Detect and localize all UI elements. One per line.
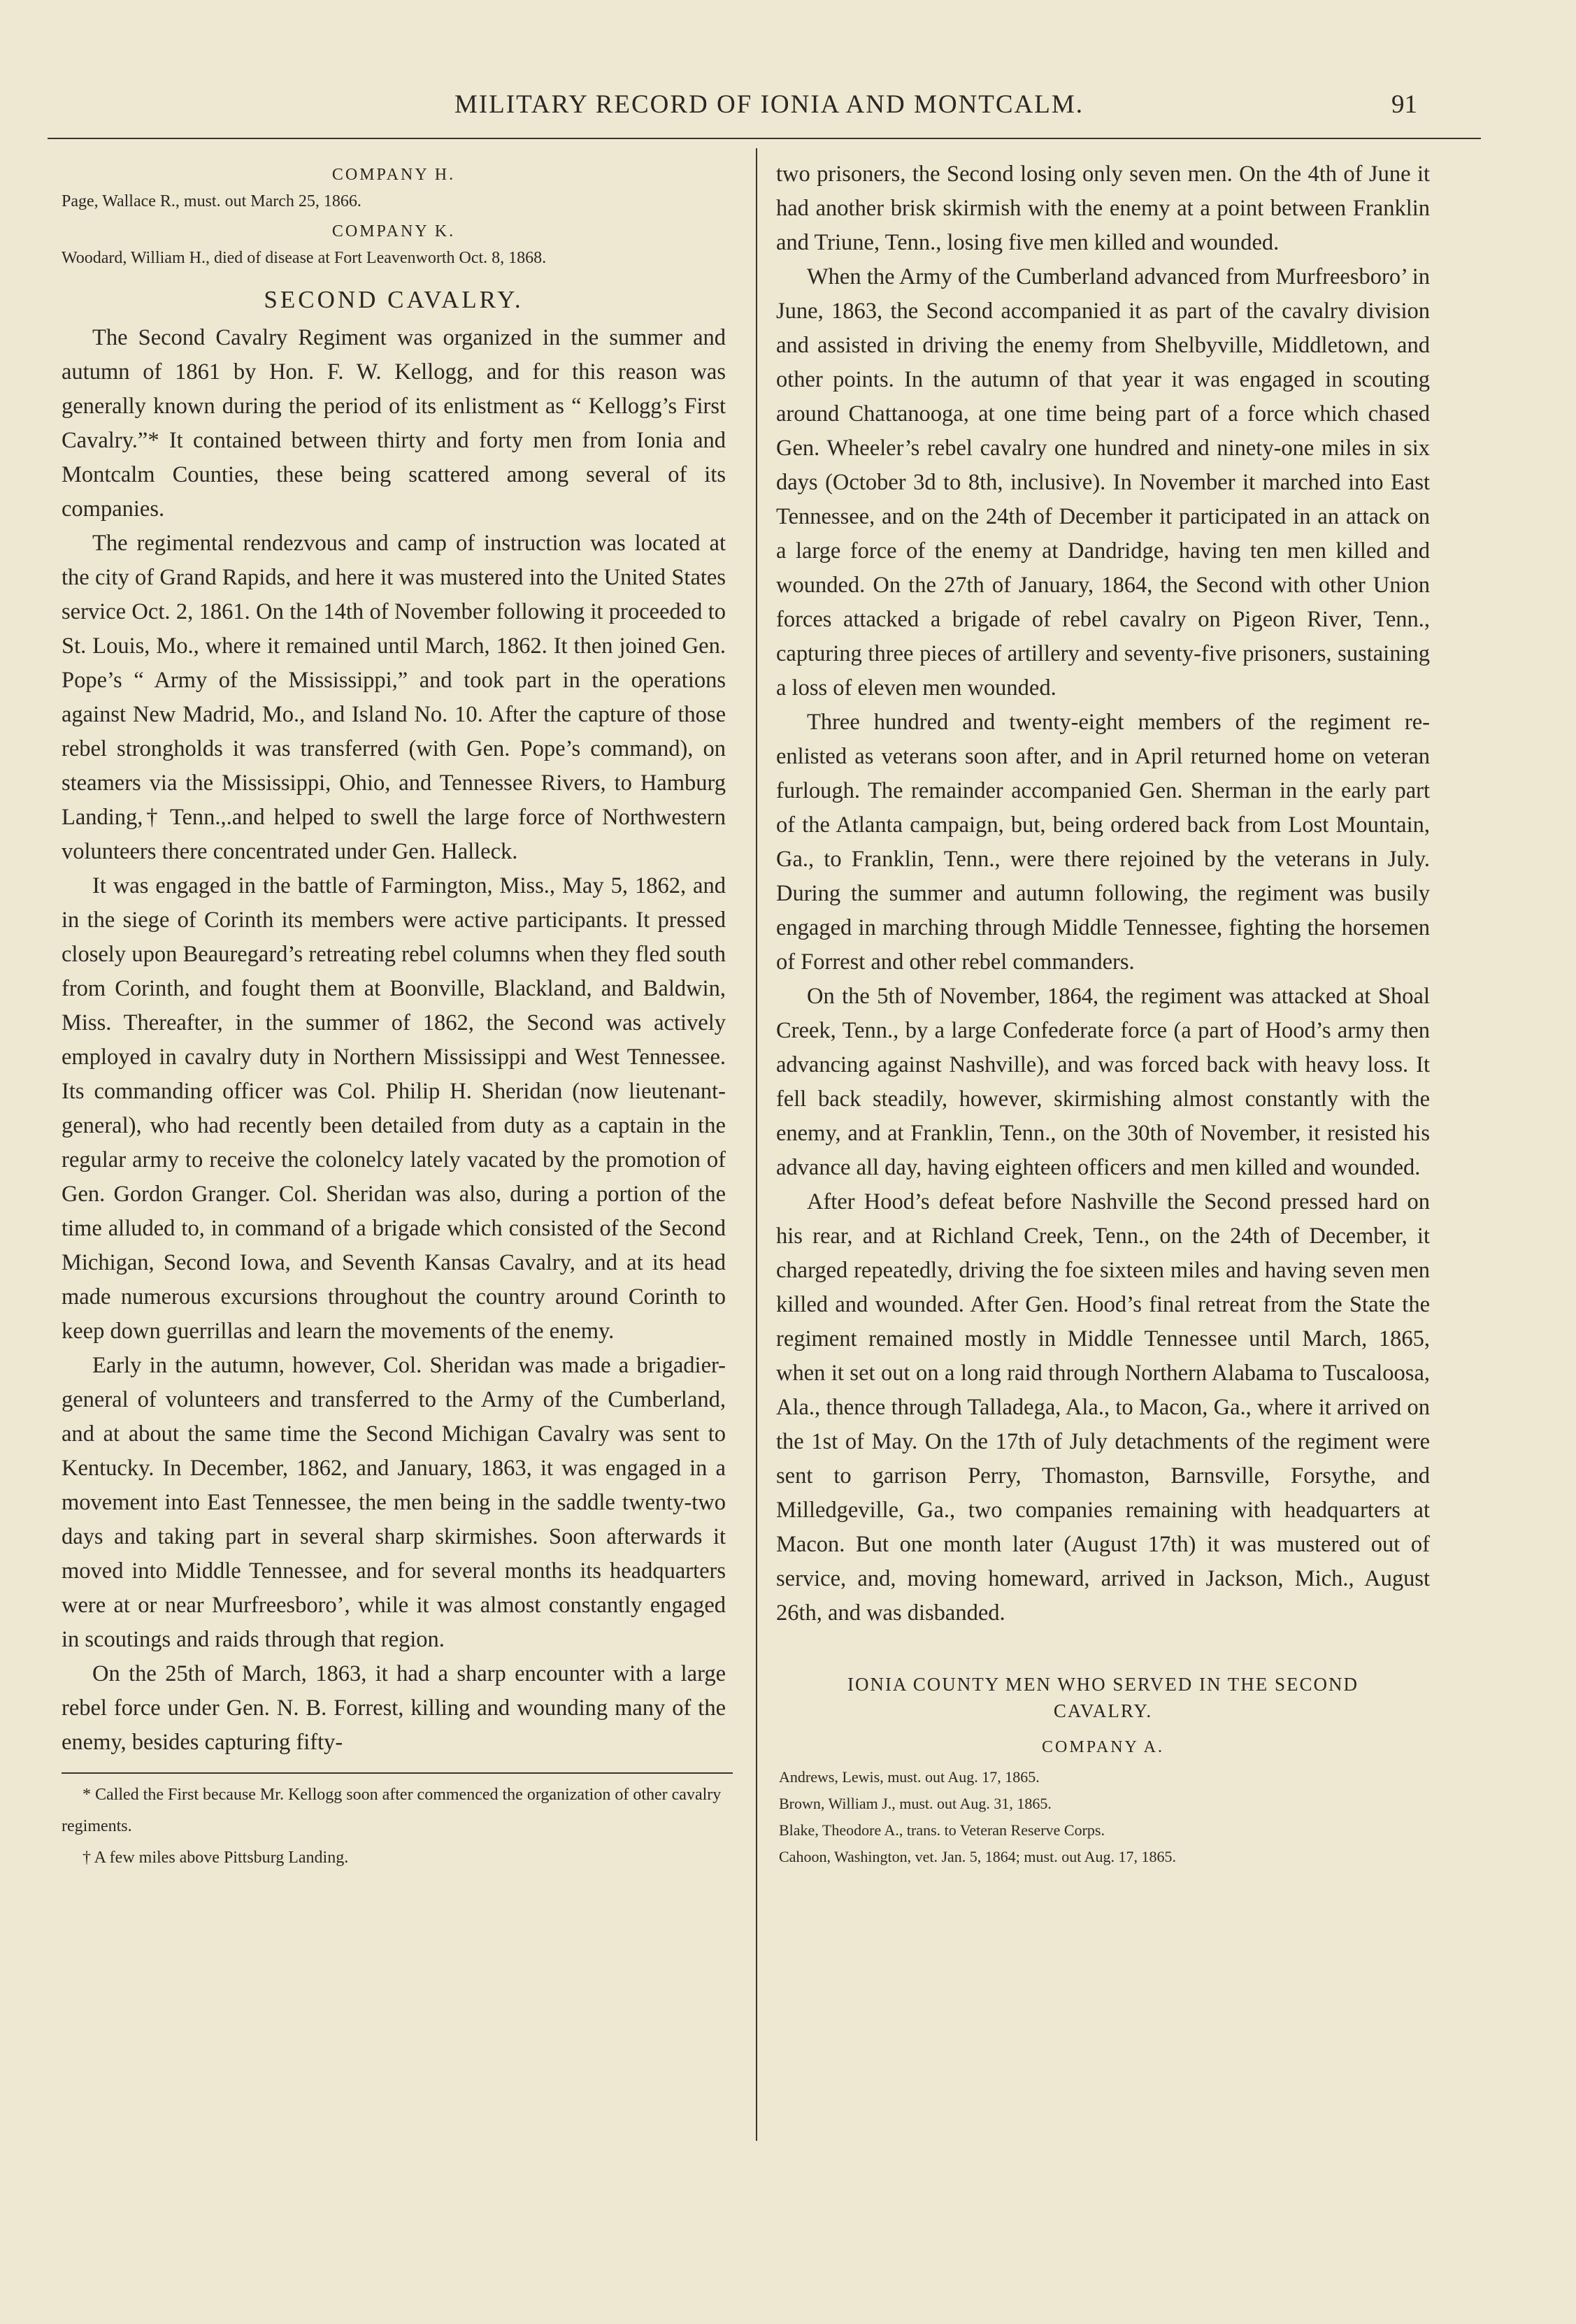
running-title: MILITARY RECORD OF IONIA AND MONTCALM.: [454, 90, 1084, 119]
roster-entry: Blake, Theodore A., trans. to Veteran Reserve Corps.: [779, 1821, 1105, 1839]
roster-entry: Brown, William J., must. out Aug. 31, 1865.: [779, 1795, 1052, 1812]
paragraph: Early in the autumn, however, Col. Sheridan was made a brigadier-general of volunteers and transferred to the Army of the Cumberland, and at about the same time the Second Michigan Cavalry was sent to Kentucky. In December, 1862, and January, 1863, it was engaged in a movement into East Tennessee, the men being in the saddle twenty-two days and taking part in several sharp skirmishes. Soon afterwards it moved into Middle Tennessee, and for several months its headquarters were at or near Murfreesboro’, while it was almost constantly engaged in scoutings and raids through that region.: [62, 1353, 726, 1652]
paragraph: Three hundred and twenty-eight members of the regiment re-enlisted as veterans soon after, and in April returned home on veteran furlough. The remainder accompanied Gen. Sherman in the early part of the Atlanta campaign, but, being ordered back from Lost Mountain, Ga., to Franklin, Tenn., were there rejoined by the veterans in July. During the summer and autumn following, the regiment was busily engaged in marching through Middle Tennessee, fighting the horsemen of Forrest and other rebel commanders.: [776, 710, 1430, 975]
header-rule: [48, 138, 1481, 139]
footnote: † A few miles above Pittsburg Landing.: [83, 1849, 349, 1867]
roster-entry: Page, Wallace R., must. out March 25, 1866.: [62, 192, 361, 210]
paragraph: After Hood’s defeat before Nashville the Second pressed hard on his rear, and at Richland Creek, Tenn., on the 24th of December, it charged repeatedly, driving the foe sixteen miles and having seven men killed and wounded. After Gen. Hood’s final retreat from the State the regiment remained mostly in Middle Tennessee until March, 1865, when it set out on a long raid through Northern Alabama to Tuscaloosa, Ala., thence through Talladega, Ala., to Macon, Ga., where it arrived on the 1st of May. On the 17th of July detachments of the regiment were sent to garrison Perry, Thomaston, Barnsville, Forsythe, and Milledgeville, Ga., two companies remaining with headquarters at Macon. But one month later (August 17th) it was mustered out of service, and, moving homeward, arrived in Jackson, Mich., August 26th, and was disbanded.: [776, 1189, 1430, 1626]
column-divider: [756, 148, 757, 2141]
footnote-rule: [62, 1772, 733, 1774]
paragraph: On the 5th of November, 1864, the regiment was attacked at Shoal Creek, Tenn., by a large Confederate force (a part of Hood’s army then advancing against Nashville), and was forced back with heavy loss. It fell back steadily, however, skirmishing almost constantly with the enemy, and at Franklin, Tenn., on the 30th of November, it resisted his advance all day, having eighteen officers and men killed and wounded.: [776, 984, 1430, 1180]
roster-entry: Andrews, Lewis, must. out Aug. 17, 1865.: [779, 1768, 1040, 1786]
article-body-right: [776, 157, 1430, 1630]
page-number: 91: [1391, 90, 1417, 119]
paragraph: It was engaged in the battle of Farmington, Miss., May 5, 1862, and in the siege of Corinth its members were active participants. It pressed closely upon Beauregard’s retreating rebel columns when they fled south from Corinth, and fought them at Boonville, Blackland, and Baldwin, Miss. Thereafter, in the summer of 1862, the Second was actively employed in cavalry duty in Northern Mississippi and West Tennessee. Its commanding officer was Col. Philip H. Sheridan (now lieutenant-general), who had recently been detailed from duty as a captain in the regular army to receive the colonelcy lately vacated by the promotion of Gen. Gordon Granger. Col. Sheridan was also, during a portion of the time alluded to, in command of a brigade which consisted of the Second Michigan, Second Iowa, and Seventh Kansas Cavalry, and at its head made numerous excursions throughout the country around Corinth to keep down guerrillas and learn the movements of the enemy.: [62, 873, 726, 1344]
paragraph-continuation: two prisoners, the Second losing only seven men. On the 4th of June it had another brisk skirmish with the enemy at a point between Franklin and Triune, Tenn., losing five men killed and wounded.: [776, 162, 1430, 255]
left-column: [62, 157, 726, 1874]
right-column: [776, 157, 1430, 1870]
footnote: * Called the First because Mr. Kellogg soon after commenced the organization of other cavalry regiments.: [62, 1786, 722, 1835]
roster-entry: Cahoon, Washington, vet. Jan. 5, 1864; must. out Aug. 17, 1865.: [779, 1848, 1176, 1865]
company-heading: COMPANY K.: [331, 222, 456, 241]
roster-list: [776, 1764, 1430, 1870]
roster-entry: Woodard, William H., died of disease at Fort Leavenworth Oct. 8, 1868.: [62, 249, 547, 267]
paragraph: The Second Cavalry Regiment was organized in the summer and autumn of 1861 by Hon. F. W. Kellogg, and for this reason was generally known during the period of its enlistment as “ Kellogg’s First Cavalry.”* It contained between thirty and forty men from Ionia and Montcalm Counties, these being scattered among several of its companies.: [62, 325, 726, 522]
section-title: SECOND CAVALRY.: [264, 286, 524, 313]
article-body-left: [62, 321, 726, 1760]
company-heading: COMPANY A.: [1042, 1738, 1164, 1756]
company-heading: COMPANY H.: [331, 166, 456, 184]
roster-section-heading: IONIA COUNTY MEN WHO SERVED IN THE SECOND CAVALRY.: [847, 1674, 1359, 1721]
paragraph: On the 25th of March, 1863, it had a sharp encounter with a large rebel force under Gen. N. B. Forrest, killing and wounding many of the enemy, besides capturing fifty-: [62, 1661, 726, 1755]
paragraph: When the Army of the Cumberland advanced from Murfreesboro’ in June, 1863, the Second accompanied it as part of the cavalry division and assisted in driving the enemy from Shelbyville, Middletown, and other points. In the autumn of that year it was engaged in scouting around Chattanooga, at one time being part of a force which chased Gen. Wheeler’s rebel cavalry one hundred and ninety-one miles in six days (October 3d to 8th, inclusive). In November it marched into East Tennessee, and on the 24th of December it participated in an attack on a large force of the enemy at Dandridge, having ten men killed and wounded. On the 27th of January, 1864, the Second with other Union forces attacked a brigade of rebel cavalry on Pigeon River, Tenn., capturing three pieces of artillery and seventy-five prisoners, sustaining a loss of eleven men wounded.: [776, 264, 1430, 701]
paragraph: The regimental rendezvous and camp of instruction was located at the city of Grand Rapids, and here it was mustered into the United States service Oct. 2, 1861. On the 14th of November following it proceeded to St. Louis, Mo., where it remained until March, 1862. It then joined Gen. Pope’s “ Army of the Mississippi,” and took part in the operations against New Madrid, Mo., and Island No. 10. After the capture of those rebel strongholds it was transferred (with Gen. Pope’s command), on steamers via the Mississippi, Ohio, and Tennessee Rivers, to Hamburg Landing,† Tenn.,.and helped to swell the large force of Northwestern volunteers there concentrated under Gen. Halleck.: [62, 531, 726, 864]
